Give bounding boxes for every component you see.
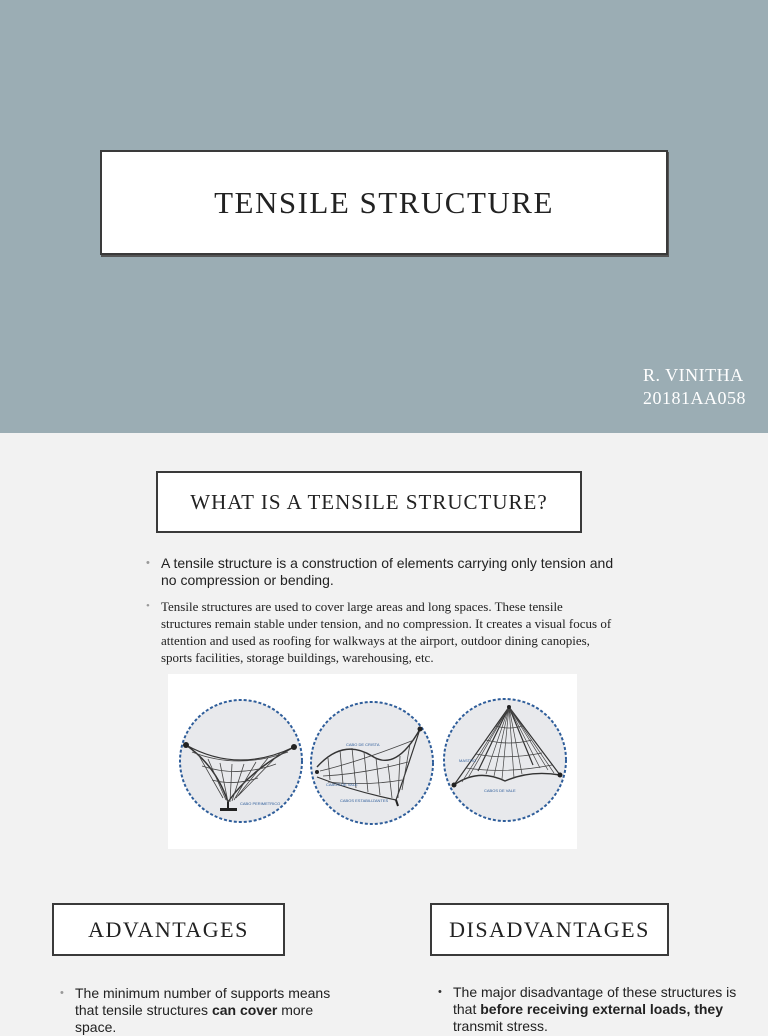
disadvantage-bold-text: before receiving external loads, they [480, 1001, 724, 1017]
diagram-label: CABOS DE VALE [484, 788, 516, 793]
author-name: R. VINITHA [643, 365, 744, 385]
list-item: • A tensile structure is a construction of elements carrying only tension and no compression or bending. [146, 555, 616, 589]
author-id: 20181AA058 [643, 388, 746, 408]
section-heading: WHAT IS A TENSILE STRUCTURE? [190, 489, 548, 514]
list-item [438, 984, 738, 1035]
diagram-label: CABO PERIMETRICO [240, 801, 281, 806]
title-box [100, 150, 668, 255]
definition-list [146, 555, 616, 675]
diagram-crest-valley [311, 702, 433, 824]
diagram-label: CABOS DE VALE [326, 782, 358, 787]
disadvantage-text: The major disadvantage of these structures is that [453, 984, 737, 1017]
advantage-text: The minimum number of supports means that tensile structures [75, 985, 331, 1018]
advantages-heading: ADVANTAGES [88, 916, 249, 942]
title-slide [0, 0, 768, 433]
tensile-diagrams-svg [168, 674, 577, 849]
disadvantages-heading-box [430, 903, 669, 956]
slide-title: TENSILE STRUCTURE [214, 184, 554, 220]
diagram-label: CABOS ESTABILIZANTES [340, 798, 389, 803]
content-slide [0, 433, 768, 1035]
advantages-heading-box [52, 903, 285, 956]
list-item [60, 985, 340, 1036]
diagram-label: MASTRO [459, 758, 477, 763]
diagram-mast-tent [444, 699, 566, 821]
list-item: • Tensile structures are used to cover large areas and long spaces. These tensile structures remain stable under tension, and no compression. It creates a visual focus of attention and used as roofing for walkways at the airport, outdoor dining canopies, sports facilities, storage buildings, warehousing, etc. [146, 598, 616, 666]
advantage-tail-text: more space. [75, 1002, 314, 1035]
diagram-label: CABO DE CRISTA [346, 742, 380, 747]
author-block [643, 364, 746, 410]
diagram-saddle [180, 700, 302, 822]
disadvantages-heading: DISADVANTAGES [449, 916, 650, 942]
advantages-list [60, 985, 340, 1036]
section-heading-box [156, 471, 582, 533]
disadvantages-list [438, 984, 738, 1035]
tensile-diagrams-image [168, 674, 577, 849]
disadvantage-tail-text: transmit stress. [453, 1018, 548, 1034]
advantage-bold-text: can cover [211, 1002, 278, 1018]
